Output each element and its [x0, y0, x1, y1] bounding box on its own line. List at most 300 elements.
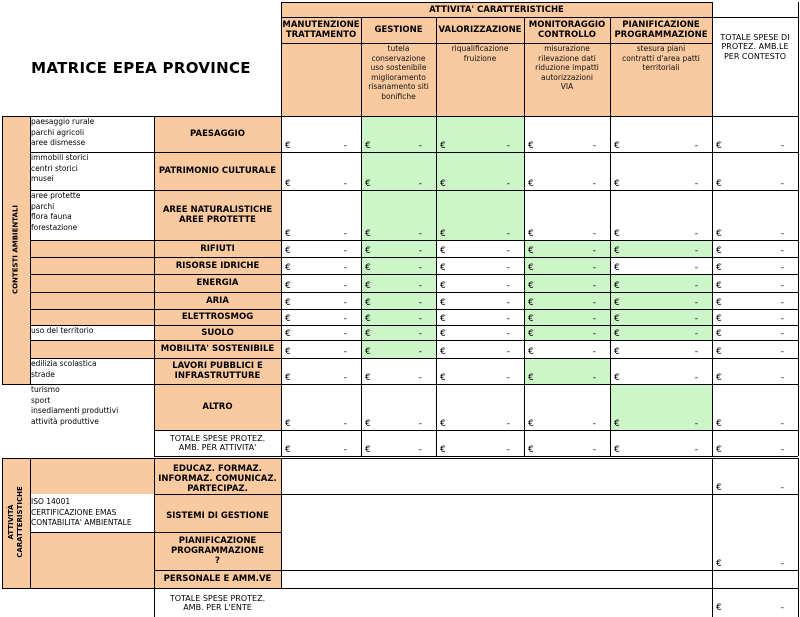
value-cell[interactable]	[281, 152, 361, 190]
row-label-5	[154, 274, 281, 292]
value-cell[interactable]	[610, 274, 712, 292]
euro-sign: €	[528, 347, 534, 357]
value-cell[interactable]	[361, 257, 436, 274]
text-line: CONTROLLO	[538, 30, 596, 40]
value-cell[interactable]	[610, 384, 712, 430]
grid	[281, 43, 712, 44]
text-line: PROTEZ. AMB.LE	[721, 42, 789, 52]
value-cell[interactable]	[361, 384, 436, 430]
euro-sign: €	[614, 329, 620, 339]
context-empty-a	[30, 240, 154, 325]
euro-sign: €	[440, 246, 446, 256]
text-line: INFORMAZ. COMUNICAZ.	[158, 474, 277, 484]
grid	[798, 458, 799, 617]
text-line: turismo	[31, 385, 60, 394]
ente-total-cell[interactable]	[712, 590, 798, 614]
value-cell[interactable]	[436, 358, 524, 384]
euro-sign: €	[528, 141, 534, 151]
total-cell[interactable]	[712, 325, 798, 340]
value-cell[interactable]	[524, 358, 610, 384]
euro-sign: €	[716, 347, 722, 357]
context-group-4	[30, 358, 154, 384]
ente-total-label	[154, 590, 281, 616]
text-line: MOBILITA' SOSTENIBILE	[160, 344, 275, 354]
value-cell[interactable]	[610, 309, 712, 325]
dash-value: -	[418, 347, 422, 357]
column-description	[524, 43, 610, 92]
dash-value: -	[780, 229, 784, 239]
text-line: CERTIFICAZIONE EMAS	[31, 507, 117, 517]
value-cell[interactable]	[281, 340, 361, 358]
value-cell[interactable]	[524, 116, 610, 152]
euro-sign: €	[440, 373, 446, 383]
value-cell[interactable]	[361, 190, 436, 240]
value-cell[interactable]	[436, 257, 524, 274]
total-cell[interactable]	[712, 292, 798, 309]
grid	[30, 458, 31, 588]
value-cell[interactable]	[281, 358, 361, 384]
euro-sign: €	[614, 263, 620, 273]
dash-value: -	[506, 419, 510, 429]
context-group-1	[30, 152, 154, 190]
euro-sign: €	[716, 314, 722, 324]
euro-sign: €	[365, 141, 371, 151]
total-cell[interactable]	[712, 257, 798, 274]
value-cell[interactable]	[436, 240, 524, 257]
value-cell[interactable]	[524, 292, 610, 309]
row-label-text	[190, 129, 245, 139]
value-cell[interactable]	[436, 116, 524, 152]
row-label-2	[154, 190, 281, 240]
dash-value: -	[343, 314, 347, 324]
total-cell[interactable]	[712, 190, 798, 240]
euro-sign: €	[716, 329, 722, 339]
dash-value: -	[343, 229, 347, 239]
euro-sign: €	[614, 246, 620, 256]
value-cell[interactable]	[524, 257, 610, 274]
value-cell[interactable]	[281, 384, 361, 430]
total-cell[interactable]	[712, 274, 798, 292]
euro-sign: €	[528, 329, 534, 339]
text-line: TOTALE SPESE DI	[720, 32, 790, 42]
euro-sign: €	[365, 419, 371, 429]
context-empty-b	[30, 340, 154, 358]
text-line: riduzione impatti	[535, 63, 599, 72]
column-header-1	[361, 17, 436, 43]
total-cell[interactable]	[712, 240, 798, 257]
grid	[30, 116, 31, 384]
euro-sign: €	[365, 246, 371, 256]
grid	[281, 2, 712, 3]
text-line: miglioramento	[371, 72, 426, 82]
euro-sign: €	[614, 141, 620, 151]
value-cell[interactable]	[361, 340, 436, 358]
text-line: ?	[215, 556, 220, 566]
bottom-row-text	[171, 536, 264, 566]
bottom-total-cell[interactable]	[712, 532, 798, 570]
totals-row-label	[154, 430, 281, 456]
value-cell[interactable]	[281, 309, 361, 325]
value-cell[interactable]	[281, 240, 361, 257]
euro-sign: €	[285, 329, 291, 339]
bottom-row-text	[166, 511, 269, 521]
grid	[2, 458, 3, 588]
euro-sign: €	[716, 559, 722, 569]
grid	[281, 458, 282, 588]
value-cell[interactable]	[361, 116, 436, 152]
value-cell[interactable]	[361, 358, 436, 384]
euro-sign: €	[365, 179, 371, 189]
grid	[154, 456, 798, 457]
text-line: tutela	[387, 44, 410, 53]
value-cell[interactable]	[281, 190, 361, 240]
text-line: TOTALE SPESE PROTEZ.	[169, 593, 266, 603]
value-cell[interactable]	[610, 257, 712, 274]
text-line: contratti d'area patti	[622, 53, 700, 63]
grand-total-cell[interactable]	[712, 430, 798, 456]
grid	[154, 458, 155, 617]
value-cell[interactable]	[281, 257, 361, 274]
value-cell[interactable]	[524, 325, 610, 340]
text-line: insediamenti produttivi	[31, 406, 119, 415]
column-desc-4	[610, 43, 712, 116]
text-line: PER CONTESTO	[723, 51, 787, 61]
text-line: aree dismesse	[31, 138, 86, 147]
text-line: AREE PROTETTE	[179, 215, 256, 225]
total-cell[interactable]	[712, 309, 798, 325]
euro-sign: €	[528, 314, 534, 324]
value-cell[interactable]	[361, 274, 436, 292]
dash-value: -	[780, 347, 784, 357]
column-header-0	[281, 17, 361, 43]
dash-value: -	[592, 373, 596, 383]
text-line: strade	[31, 369, 55, 379]
euro-sign: €	[614, 281, 620, 291]
row-label-7	[154, 309, 281, 325]
grid	[30, 325, 798, 326]
euro-sign: €	[716, 281, 722, 291]
text-line: conservazione	[371, 53, 426, 63]
euro-sign: €	[528, 419, 534, 429]
column-desc-2	[436, 43, 524, 116]
value-cell[interactable]	[281, 292, 361, 309]
text-line: uso sostenibile	[370, 63, 427, 72]
dash-value: -	[418, 229, 422, 239]
activity-total-cell[interactable]	[436, 430, 524, 456]
total-cell[interactable]	[712, 152, 798, 190]
row-label-text	[163, 205, 272, 225]
dash-value: -	[694, 281, 698, 291]
dash-value: -	[506, 246, 510, 256]
text-line: INFRASTRUTTURE	[174, 371, 261, 381]
value-cell[interactable]	[610, 116, 712, 152]
euro-sign: €	[365, 445, 371, 455]
bottom-row-label-1	[154, 500, 281, 532]
dash-value: -	[694, 419, 698, 429]
text-line: CARATTERISTICHE	[16, 486, 24, 558]
grid	[798, 2, 799, 456]
dash-value: -	[506, 229, 510, 239]
text-line: parchi	[31, 201, 55, 211]
row-label-3	[154, 240, 281, 257]
dash-value: -	[592, 281, 596, 291]
text-line: MONITORAGGIO	[528, 20, 606, 30]
column-description	[610, 43, 712, 73]
text-line: misurazione	[544, 44, 590, 53]
activity-total-cell[interactable]	[524, 430, 610, 456]
grid	[281, 2, 282, 456]
text-line: TRATTAMENTO	[285, 30, 357, 40]
euro-sign: €	[716, 483, 722, 493]
grid	[2, 384, 798, 385]
value-cell[interactable]	[361, 152, 436, 190]
context-group-3	[30, 325, 154, 340]
value-cell[interactable]	[436, 274, 524, 292]
bottom-total-cell[interactable]	[712, 458, 798, 494]
column-name	[614, 20, 707, 40]
text-line: attività produttive	[31, 416, 99, 426]
text-line: PIANIFICAZIONE	[178, 536, 257, 546]
euro-sign: €	[614, 298, 620, 308]
euro-sign: €	[440, 298, 446, 308]
total-cell[interactable]	[712, 384, 798, 430]
euro-sign: €	[285, 314, 291, 324]
grid	[30, 240, 798, 241]
dash-value: -	[418, 329, 422, 339]
dash-value: -	[506, 281, 510, 291]
value-cell[interactable]	[610, 240, 712, 257]
euro-sign: €	[285, 263, 291, 273]
value-cell[interactable]	[361, 325, 436, 340]
grid	[30, 152, 798, 153]
euro-sign: €	[614, 445, 620, 455]
dash-value: -	[506, 329, 510, 339]
grid	[154, 570, 798, 571]
text-line: rilevazione dati	[538, 53, 596, 63]
row-label-0	[154, 116, 281, 152]
text-line: GESTIONE	[374, 25, 423, 35]
text-line: RISORSE IDRICHE	[175, 260, 260, 271]
text-line: RIFIUTI	[200, 243, 235, 254]
text-line: PIANIFICAZIONE	[622, 20, 700, 30]
dash-value: -	[780, 329, 784, 339]
dash-value: -	[506, 314, 510, 324]
text-line: musei	[31, 174, 54, 183]
value-cell[interactable]	[524, 309, 610, 325]
euro-sign: €	[528, 281, 534, 291]
dash-value: -	[780, 445, 784, 455]
euro-sign: €	[716, 229, 722, 239]
dash-value: -	[343, 246, 347, 256]
dash-value: -	[592, 141, 596, 151]
value-cell[interactable]	[610, 152, 712, 190]
dash-value: -	[343, 373, 347, 383]
dash-value: -	[694, 445, 698, 455]
value-cell[interactable]	[610, 358, 712, 384]
column-name	[438, 25, 521, 35]
total-cell[interactable]	[712, 340, 798, 358]
value-cell[interactable]	[524, 384, 610, 430]
grid	[436, 17, 437, 456]
bottom-row-label-3	[154, 570, 281, 588]
text-line: centri storici	[31, 163, 78, 173]
value-cell[interactable]	[524, 240, 610, 257]
text-line: parchi agricoli	[31, 127, 85, 137]
row-label-4	[154, 257, 281, 274]
euro-sign: €	[440, 179, 446, 189]
euro-sign: €	[440, 347, 446, 357]
euro-sign: €	[440, 281, 446, 291]
text-line: ALTRO	[202, 402, 233, 412]
euro-sign: €	[614, 347, 620, 357]
bottom-row-text	[158, 464, 277, 494]
dash-value: -	[343, 263, 347, 273]
euro-sign: €	[440, 263, 446, 273]
dash-value: -	[343, 419, 347, 429]
total-cell[interactable]	[712, 116, 798, 152]
text-line: autorizzazioni	[541, 72, 593, 82]
text-line: VIA	[560, 82, 574, 91]
grid	[2, 588, 281, 589]
value-cell[interactable]	[610, 292, 712, 309]
value-cell[interactable]	[610, 325, 712, 340]
text-line: PATRIMONIO CULTURALE	[158, 166, 277, 176]
value-cell[interactable]	[436, 309, 524, 325]
value-cell[interactable]	[436, 190, 524, 240]
dash-value: -	[592, 419, 596, 429]
text-line: TOTALE SPESE PROTEZ.	[169, 433, 266, 443]
text-line: AREE NATURALISTICHE	[162, 205, 273, 215]
euro-sign: €	[285, 373, 291, 383]
grid	[30, 257, 798, 258]
dash-value: -	[592, 263, 596, 273]
value-cell[interactable]	[281, 325, 361, 340]
grid	[154, 116, 155, 456]
side-label-contexts: CONTESTI AMBIENTALI	[11, 204, 20, 295]
dash-value: -	[780, 141, 784, 151]
bottom-row-label-2	[154, 532, 281, 570]
text-line: MANUTENZIONE	[282, 20, 360, 30]
row-label-text	[202, 402, 232, 412]
euro-sign: €	[365, 373, 371, 383]
dash-value: -	[694, 246, 698, 256]
row-label-1	[154, 152, 281, 190]
value-cell[interactable]	[436, 325, 524, 340]
euro-sign: €	[285, 445, 291, 455]
activity-total-cell[interactable]	[361, 430, 436, 456]
value-cell[interactable]	[610, 340, 712, 358]
grid	[281, 17, 798, 18]
grid	[154, 430, 798, 431]
text-line: CONTABILITA' AMBIENTALE	[31, 518, 132, 527]
euro-sign: €	[528, 298, 534, 308]
dash-value: -	[592, 329, 596, 339]
dash-value: -	[694, 347, 698, 357]
text-line: flora fauna	[31, 212, 72, 221]
euro-sign: €	[614, 373, 620, 383]
column-description	[361, 43, 436, 101]
dash-value: -	[592, 246, 596, 256]
dash-value: -	[592, 347, 596, 357]
grid	[2, 116, 798, 117]
text-line: ELETTROSMOG	[181, 312, 254, 322]
value-cell[interactable]	[524, 340, 610, 358]
text-line: risanamento siti	[368, 82, 429, 91]
euro-sign: €	[614, 179, 620, 189]
value-cell[interactable]	[281, 116, 361, 152]
euro-sign: €	[716, 246, 722, 256]
euro-sign: €	[614, 314, 620, 324]
euro-sign: €	[440, 419, 446, 429]
dash-value: -	[418, 263, 422, 273]
dash-value: -	[506, 141, 510, 151]
column-name	[282, 20, 359, 40]
dash-value: -	[780, 281, 784, 291]
row-label-text	[206, 296, 229, 306]
value-cell[interactable]	[524, 274, 610, 292]
text-line: PROGRAMMAZIONE	[614, 30, 708, 40]
value-cell[interactable]	[524, 152, 610, 190]
grid	[30, 292, 798, 293]
grid	[30, 190, 798, 191]
value-cell[interactable]	[436, 340, 524, 358]
value-cell[interactable]	[361, 292, 436, 309]
text-line: SUOLO	[201, 327, 234, 338]
euro-sign: €	[716, 373, 722, 383]
value-cell[interactable]	[436, 384, 524, 430]
text-line: territoriali	[642, 63, 680, 72]
dash-value: -	[506, 179, 510, 189]
dash-value: -	[592, 179, 596, 189]
row-label-text	[176, 261, 260, 271]
value-cell[interactable]	[436, 152, 524, 190]
value-cell[interactable]	[361, 309, 436, 325]
row-label-11	[154, 384, 281, 430]
dash-value: -	[592, 445, 596, 455]
row-label-text	[161, 344, 274, 354]
text-line: immobili storici	[31, 153, 89, 162]
value-cell[interactable]	[610, 190, 712, 240]
euro-sign: €	[365, 263, 371, 273]
dash-value: -	[592, 314, 596, 324]
dash-value: -	[343, 347, 347, 357]
euro-sign: €	[528, 445, 534, 455]
column-desc-1	[361, 43, 436, 116]
text-line: AMB. PER L'ENTE	[183, 603, 252, 612]
dash-value: -	[418, 298, 422, 308]
dash-value: -	[694, 179, 698, 189]
grid	[524, 17, 525, 456]
value-cell[interactable]	[436, 292, 524, 309]
value-cell[interactable]	[524, 190, 610, 240]
total-cell[interactable]	[712, 358, 798, 384]
dash-value: -	[780, 179, 784, 189]
dash-value: -	[418, 179, 422, 189]
dash-value: -	[506, 263, 510, 273]
activity-total-cell[interactable]	[281, 430, 361, 456]
euro-sign: €	[440, 314, 446, 324]
text-line: AMB. PER ATTIVITA'	[178, 443, 257, 452]
euro-sign: €	[365, 298, 371, 308]
dash-value: -	[780, 373, 784, 383]
activity-total-cell[interactable]	[610, 430, 712, 456]
column-header-2	[436, 17, 524, 43]
grid	[30, 532, 281, 533]
row-label-10	[154, 358, 281, 384]
value-cell[interactable]	[361, 240, 436, 257]
text-line: LAVORI PUBBLICI E	[172, 361, 263, 371]
value-cell[interactable]	[281, 274, 361, 292]
